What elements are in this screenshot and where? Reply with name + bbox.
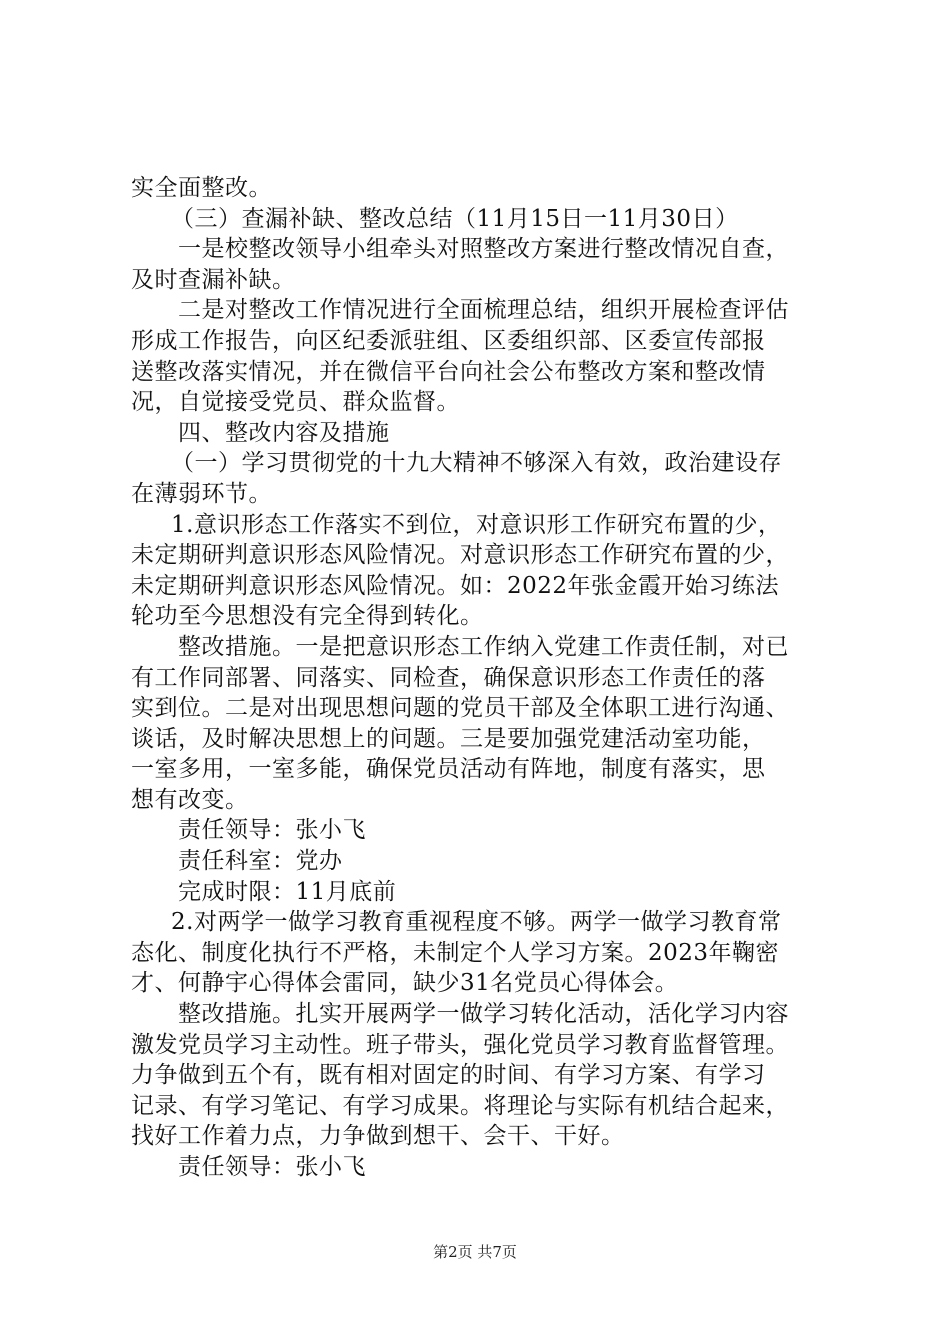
text-line: 记录、有学习笔记、有学习成果。将理论与实际有机结合起来，: [131, 1092, 789, 1119]
text-line: 及时查漏补缺。: [131, 266, 296, 293]
text-line: 找好工作着力点，力争做到想干、会干、干好。: [131, 1123, 625, 1150]
deadline: 完成时限：11月底前: [178, 878, 397, 905]
text-line: 一是校整改领导小组牵头对照整改方案进行整改情况自查，: [178, 236, 789, 263]
responsible-leader: 责任领导：张小飞: [178, 1154, 366, 1180]
text-line: 形成工作报告，向区纪委派驻组、区委组织部、区委宣传部报: [131, 327, 766, 354]
text-line: 送整改落实情况，并在微信平台向社会公布整改方案和整改情: [131, 358, 766, 385]
text-line: 1.意识形态工作落实不到位，对意识形工作研究布置的少，: [171, 511, 782, 538]
text-line: 才、何静宇心得体会雷同，缺少31名党员心得体会。: [131, 970, 679, 997]
text-line: 态化、制度化执行不严格，未制定个人学习方案。2023年鞠密: [131, 939, 780, 966]
responsible-leader: 责任领导：张小飞: [178, 817, 366, 844]
page-number: 第2页 共7页: [433, 1243, 517, 1261]
text-line: 轮功至今思想没有完全得到转化。: [131, 603, 484, 630]
text-line: 未定期研判意识形态风险情况。如：2022年张金霞开始习练法: [131, 572, 780, 599]
text-line: 有工作同部署、同落实、同检查，确保意识形态工作责任的落: [131, 664, 766, 691]
text-line: 实到位。二是对出现思想问题的党员干部及全体职工进行沟通、: [131, 695, 789, 722]
text-line: 况，自觉接受党员、群众监督。: [131, 389, 460, 416]
text-line: 谈话，及时解决思想上的问题。三是要加强党建活动室功能，: [131, 725, 766, 752]
section-heading: （三）查漏补缺、整改总结（11月15日一11月30日）: [171, 205, 739, 232]
text-line: 一室多用，一室多能，确保党员活动有阵地，制度有落实，思: [131, 756, 766, 783]
text-line: 整改措施。扎实开展两学一做学习转化活动，活化学习内容: [178, 1001, 789, 1028]
text-line: 在薄弱环节。: [131, 480, 272, 507]
text-line: 力争做到五个有，既有相对固定的时间、有学习方案、有学习: [131, 1062, 766, 1089]
text-line: 实全面整改。: [131, 175, 272, 201]
responsible-office: 责任科室：党办: [178, 848, 343, 875]
document-body: [131, 173, 851, 1183]
section-heading: （一）学习贯彻党的十九大精神不够深入有效，政治建设存: [171, 450, 782, 477]
section-heading: 四、整改内容及措施: [178, 419, 390, 446]
text-line: 2.对两学一做学习教育重视程度不够。两学一做学习教育常: [171, 909, 782, 936]
text-line: 整改措施。一是把意识形态工作纳入党建工作责任制，对已: [178, 633, 789, 660]
text-line: 未定期研判意识形态风险情况。对意识形态工作研究布置的少，: [131, 542, 789, 569]
text-line: 激发党员学习主动性。班子带头，强化党员学习教育监督管理。: [131, 1031, 789, 1058]
text-line: 二是对整改工作情况进行全面梳理总结，组织开展检查评估: [178, 297, 789, 324]
text-line: 想有改变。: [131, 786, 249, 813]
